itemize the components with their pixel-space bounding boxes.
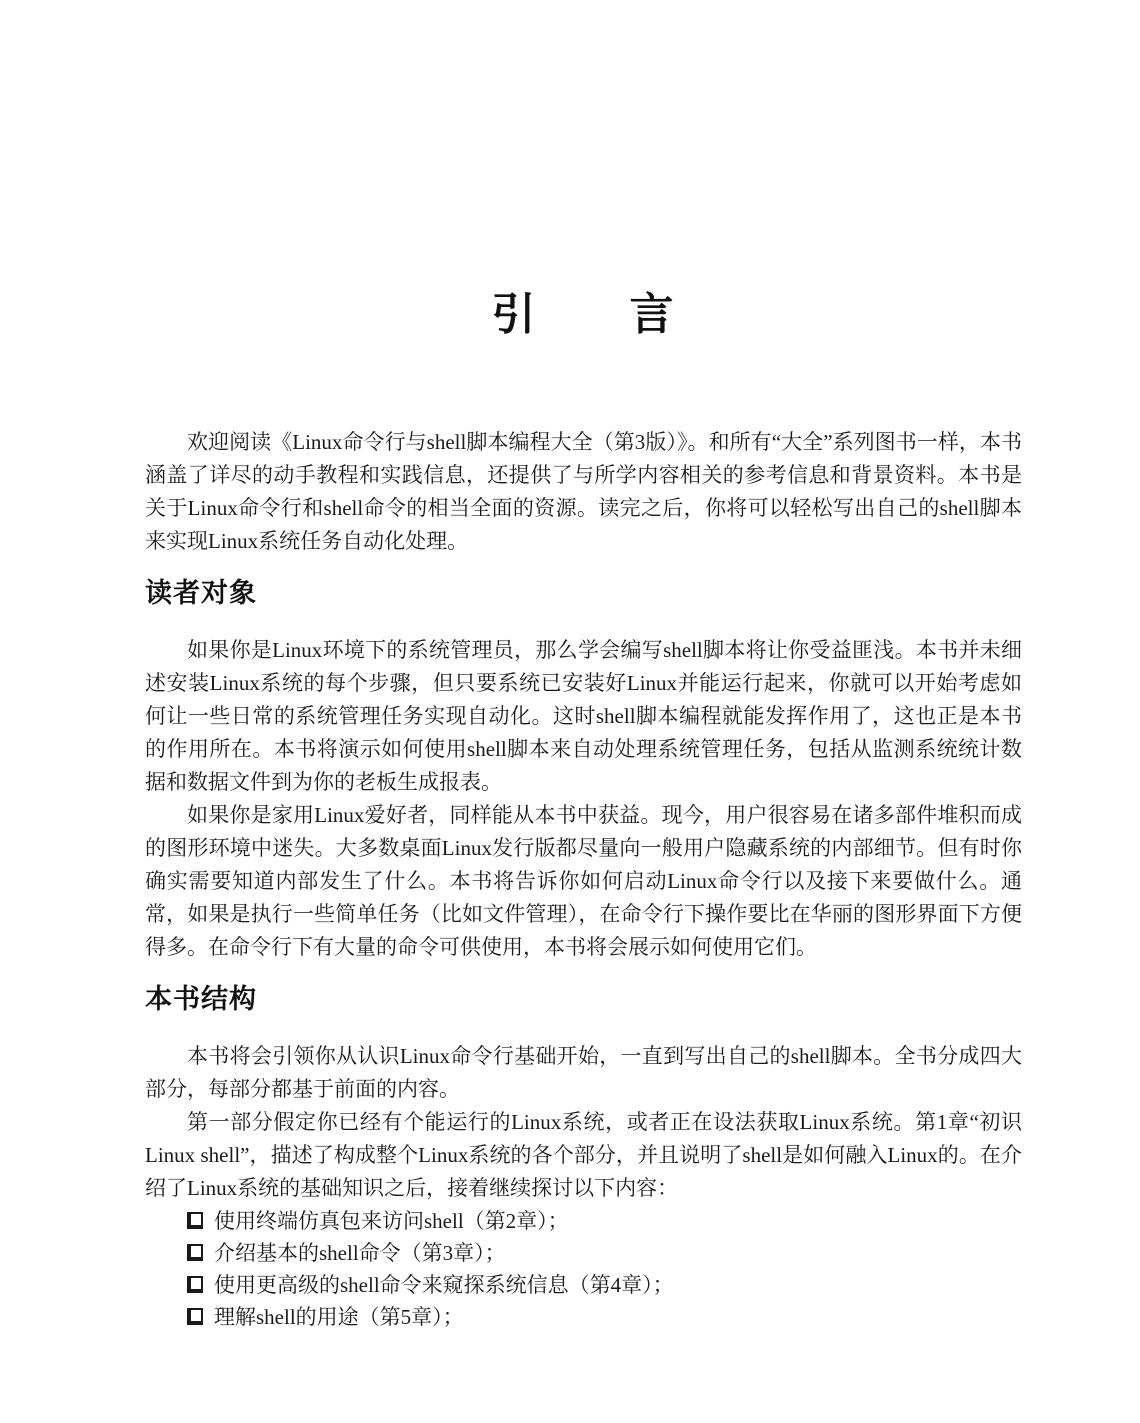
square-bullet-icon — [187, 1308, 203, 1325]
chapter-list-item-text: 介绍基本的shell命令（第3章）； — [214, 1241, 506, 1265]
page-title: 引 言 — [491, 290, 676, 339]
chapter-list-item — [187, 1301, 1022, 1333]
structure-paragraph-1: 本书将会引领你从认识Linux命令行基础开始，一直到写出自己的shell脚本。全书分成四大部分，每部分都基于前面的内容。 — [145, 1044, 1022, 1101]
chapter-list-item — [187, 1237, 1022, 1269]
chapter-list-item-text: 使用更高级的shell命令来窥探系统信息（第4章）； — [214, 1273, 674, 1297]
chapter-list-item — [187, 1269, 1022, 1301]
section-heading-readers: 读者对象 — [145, 578, 257, 608]
square-bullet-icon — [187, 1276, 203, 1293]
intro-paragraph: 欢迎阅读《Linux命令行与shell脚本编程大全（第3版）》。和所有“大全”系列图书一样，本书涵盖了详尽的动手教程和实践信息，还提供了与所学内容相关的参考信息和背景资料。本书是关于Linux命令行和shell命令的相当全面的资源。读完之后，你将可以轻松写出自己的shell脚本来实现Linux系统任务自动化处理。 — [145, 430, 1022, 553]
chapter-list — [145, 1205, 1022, 1333]
chapter-list-item-text: 使用终端仿真包来访问shell（第2章）； — [214, 1209, 569, 1233]
chapter-list-item-text: 理解shell的用途（第5章）； — [214, 1305, 464, 1329]
chapter-list-item — [187, 1205, 1022, 1237]
square-bullet-icon — [187, 1212, 203, 1229]
square-bullet-icon — [187, 1244, 203, 1261]
readers-paragraph-1: 如果你是Linux环境下的系统管理员，那么学会编写shell脚本将让你受益匪浅。本书并未细述安装Linux系统的每个步骤，但只要系统已安装好Linux并能运行起来，你就可以开始考虑如何让一些日常的系统管理任务实现自动化。这时shell脚本编程就能发挥作用了，这也正是本书的作用所在。本书将演示如何使用shell脚本来自动处理系统管理任务，包括从监测系统统计数据和数据文件到为你的老板生成报表。 — [145, 638, 1022, 794]
structure-paragraph-2: 第一部分假定你已经有个能运行的Linux系统，或者正在设法获取Linux系统。第1章“初识Linux shell”，描述了构成整个Linux系统的各个部分，并且说明了shell是如何融入Linux的。在介绍了Linux系统的基础知识之后，接着继续探讨以下内容： — [145, 1110, 1022, 1200]
section-heading-structure: 本书结构 — [145, 984, 257, 1014]
readers-paragraph-2: 如果你是家用Linux爱好者，同样能从本书中获益。现今，用户很容易在诸多部件堆积而成的图形环境中迷失。大多数桌面Linux发行版都尽量向一般用户隐藏系统的内部细节。但有时你确实需要知道内部发生了什么。本书将告诉你如何启动Linux命令行以及接下来要做什么。通常，如果是执行一些简单任务（比如文件管理），在命令行下操作要比在华丽的图形界面下方便得多。在命令行下有大量的命令可供使用，本书将会展示如何使用它们。 — [145, 803, 1022, 959]
